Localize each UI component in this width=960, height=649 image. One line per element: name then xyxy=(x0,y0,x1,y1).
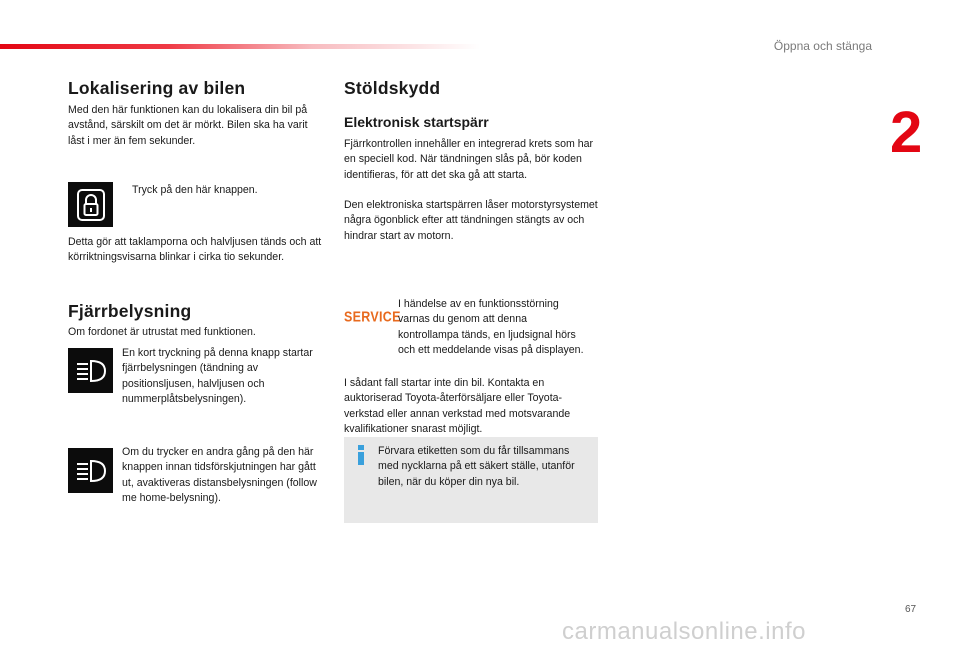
section-heading-anti-theft: Stöldskydd xyxy=(344,78,441,98)
lock-button-icon-box xyxy=(68,182,113,227)
guide-me-home-intro: Om fordonet är utrustat med funktionen. xyxy=(68,326,256,338)
page-number: 67 xyxy=(905,604,917,615)
malfunction-followup: I sådant fall startar inte din bil. Kontakta en auktoriserad Toyota-återförsäljare eller Toyota-verkstad eller annan verkstad med motsvarande kvalifikationer snarast möjligt. xyxy=(344,377,571,435)
headlight-button-icon-box-2 xyxy=(68,448,113,493)
info-text: Förvara etiketten som du får tillsammans med nycklarna på ett säkert ställe, utanför bilen, när du köper din nya bil. xyxy=(378,445,575,488)
immobiliser-body: Fjärrkontrollen innehåller en integrerad krets som har en speciell kod. När tändningen slås på, bör koden identifieras, för att det ska gå att starta. xyxy=(344,138,594,181)
chapter-title: Öppna och stänga xyxy=(773,39,872,53)
guide-me-home-item-1: En kort tryckning på denna knapp startar fjärrbelysningen (tändning av positionsljusen, halvljusen och nummerplåtsbelysningen). xyxy=(122,347,313,405)
headlight-button-icon-box-1 xyxy=(68,348,113,393)
localization-intro: Med den här funktionen kan du lokalisera din bil på avstånd, särskilt om det är mörkt. Bilen ska ha varit låst i mer än fem sekunder. xyxy=(68,104,308,147)
padlock-icon xyxy=(76,188,106,222)
localization-step xyxy=(124,183,324,198)
headlight-icon xyxy=(75,459,107,483)
guide-me-home-item-2: Om du trycker en andra gång på den här knappen innan tidsförskjutningen har gått ut, avaktiveras distansbelysningen (follow me home-belysning). xyxy=(122,446,317,504)
headlight-icon xyxy=(75,359,107,383)
section-heading-guide-me-home: Fjärrbelysning xyxy=(68,301,192,321)
watermark: carmanualsonline.info xyxy=(562,618,806,645)
localization-result: Detta gör att taklamporna och halvljusen tänds och att körriktningsvisarna blinkar i cirka tio sekunder. xyxy=(68,236,322,264)
immobiliser-body-2: Den elektroniska startspärren låser motorstyrsystemet några ögonblick efter att tändningen stängts av och hindrar start av motorn. xyxy=(344,199,598,242)
subheading-immobiliser: Elektronisk startspärr xyxy=(344,114,489,130)
header-accent-bar xyxy=(0,44,480,49)
localization-step-text: Tryck på den här knappen. xyxy=(132,184,258,196)
malfunction-warning: I händelse av en funktionsstörning varnas du genom att denna kontrollampa tänds, en ljudsignal hörs och ett meddelande visas på displayen. xyxy=(398,298,584,356)
section-heading-localization: Lokalisering av bilen xyxy=(68,78,246,98)
chapter-number: 2 xyxy=(890,100,923,165)
info-icon xyxy=(354,445,368,465)
service-warning-icon: SERVICE xyxy=(344,308,401,326)
